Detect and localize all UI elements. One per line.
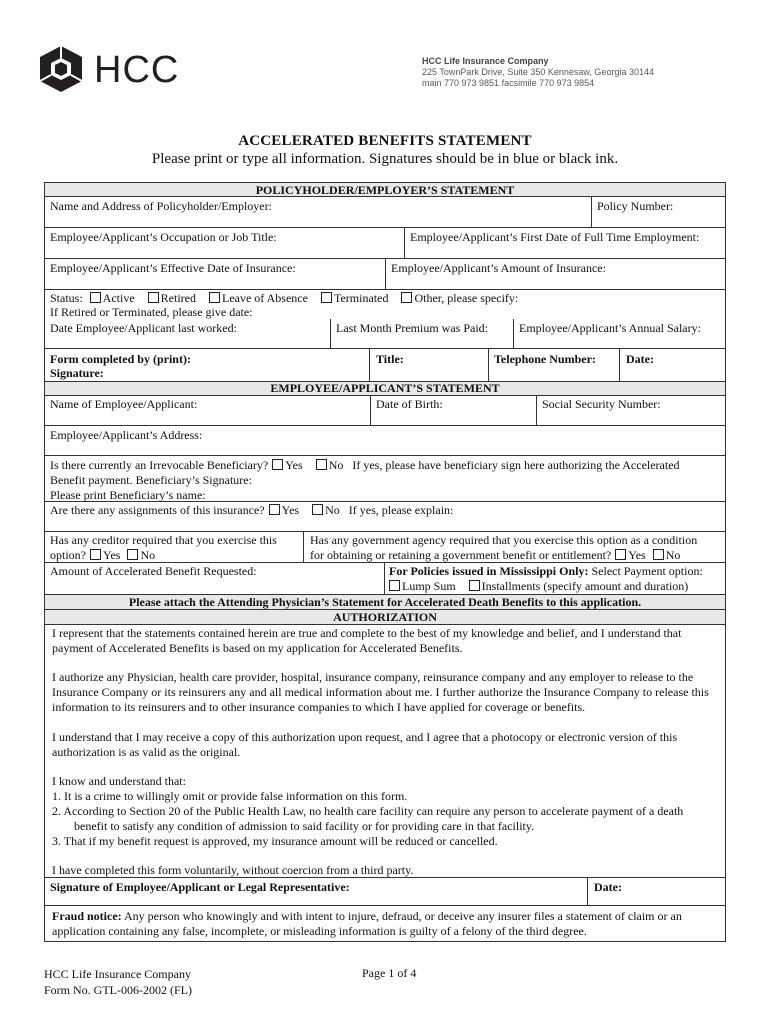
government-question-line1: Has any government agency required that you exercise this option as a condition (310, 533, 698, 547)
applicant-signature-label: Signature of Employee/Applicant or Legal Representative: (50, 880, 350, 894)
field-amount-requested: Amount of Accelerated Benefit Requested: (50, 564, 257, 578)
hcc-logo-icon (40, 46, 82, 92)
checkbox-retired[interactable] (148, 292, 159, 303)
footer-form-number: Form No. GTL-006-2002 (FL) (44, 983, 192, 997)
authorization-paragraph-1: I represent that the statements contained herein are true and complete to the best of my knowledge and belief, and I understand that payment of Accelerated Benefits is based on my application for Accelerated Benefits. (52, 626, 682, 655)
government-no-label: No (665, 548, 681, 562)
status-leave: Leave of Absence (222, 291, 308, 305)
fraud-notice (52, 909, 720, 939)
lump-sum-label: Lump Sum (402, 579, 456, 593)
creditor-yes-label: Yes (103, 548, 121, 562)
mississippi-option-label: Select Payment option: (591, 564, 703, 578)
status-terminated: Terminated (333, 291, 389, 305)
field-employee-address: Employee/Applicant’s Address: (50, 428, 203, 442)
irrevocable-question: Is there currently an Irrevocable Beneficiary? (50, 458, 269, 472)
government-yes-label: Yes (628, 548, 646, 562)
creditor-question-line2 (50, 548, 155, 562)
field-last-worked: Date Employee/Applicant last worked: (50, 321, 237, 335)
checkbox-assignments-yes[interactable] (269, 504, 280, 515)
government-question-text: for obtaining or retaining a government benefit or entitlement? (310, 548, 612, 562)
irrevocable-no-label: No (328, 458, 344, 472)
document-subtitle: Please print or type all information. Signatures should be in blue or black ink. (151, 151, 619, 167)
field-ssn: Social Security Number: (542, 397, 661, 411)
status-label: Status: (50, 291, 83, 305)
checkbox-leave-of-absence[interactable] (209, 292, 220, 303)
mississippi-bold: For Policies issued in Mississippi Only: (389, 564, 589, 578)
government-question-line2 (310, 548, 680, 562)
checkbox-other[interactable] (401, 292, 412, 303)
field-first-date: Employee/Applicant’s First Date of Full Time Employment: (410, 230, 700, 244)
irrevocable-row (50, 458, 680, 472)
know-item-2: 2. According to Section 20 of the Public Health Law, no health care facility can require any person to accelerate payment of a death benefit to satisfy any condition of admission to said facility or for providing care in that facility. (52, 804, 684, 833)
footer-company: HCC Life Insurance Company (44, 967, 191, 981)
checkbox-creditor-no[interactable] (127, 549, 138, 560)
status-active: Active (102, 291, 135, 305)
field-occupation: Employee/Applicant’s Occupation or Job Title: (50, 230, 277, 244)
field-last-premium: Last Month Premium was Paid: (336, 321, 488, 335)
checkbox-irrevocable-no[interactable] (316, 459, 327, 470)
company-name: HCC Life Insurance Company (422, 56, 549, 66)
status-row (50, 291, 518, 305)
irrevocable-note: If yes, please have beneficiary sign here authorizing the Accelerated (352, 458, 680, 472)
section-title-authorization: AUTHORIZATION (333, 610, 437, 624)
section-title-employee: EMPLOYEE/APPLICANT’S STATEMENT (270, 381, 500, 395)
assignments-no-label: No (325, 503, 340, 517)
field-completed-by: Form completed by (print): (50, 352, 191, 366)
assignments-note: If yes, please explain: (348, 503, 454, 517)
voluntary-statement: I have completed this form voluntarily, without coercion from a third party. (52, 863, 414, 877)
checkbox-lump-sum[interactable] (389, 580, 400, 591)
beneficiary-name-line: Please print Beneficiary’s name: (50, 488, 206, 502)
mississippi-row (389, 564, 703, 578)
applicant-date-label: Date: (594, 880, 622, 894)
assignments-row (50, 503, 453, 517)
attach-physician-note: Please attach the Attending Physician’s Statement for Accelerated Death Benefits to this application. (128, 595, 642, 609)
field-title: Title: (376, 352, 404, 366)
authorization-paragraph-3: I understand that I may receive a copy of this authorization upon request, and I agree that a photocopy or electronic version of this authorization is as valid as the original. (52, 730, 678, 759)
field-effective-date: Employee/Applicant’s Effective Date of Insurance: (50, 261, 296, 275)
beneficiary-signature-line: Benefit payment. Beneficiary’s Signature: (50, 473, 252, 487)
page-number: Page 1 of 4 (362, 966, 417, 980)
status-other: Other, please specify: (414, 291, 519, 305)
retired-note: If Retired or Terminated, please give date: (50, 305, 253, 319)
creditor-question-line1: Has any creditor required that you exercise this (50, 533, 277, 547)
checkbox-government-yes[interactable] (615, 549, 626, 560)
checkbox-government-no[interactable] (653, 549, 664, 560)
field-telephone: Telephone Number: (494, 352, 596, 366)
payment-options-row (385, 579, 688, 593)
field-date: Date: (626, 352, 654, 366)
checkbox-assignments-no[interactable] (312, 504, 323, 515)
field-employee-name: Name of Employee/Applicant: (50, 397, 198, 411)
know-intro: I know and understand that: (52, 774, 186, 788)
assignments-yes-label: Yes (281, 503, 300, 517)
field-dob: Date of Birth: (376, 397, 443, 411)
know-item-1: 1. It is a crime to willingly omit or provide false information on this form. (52, 789, 408, 803)
checkbox-creditor-yes[interactable] (90, 549, 101, 560)
field-signature: Signature: (50, 366, 104, 380)
checkbox-irrevocable-yes[interactable] (272, 459, 283, 470)
field-name-address: Name and Address of Policyholder/Employer: (50, 199, 272, 213)
creditor-option-label: option? (50, 548, 86, 562)
installments-label: Installments (specify amount and duration) (481, 579, 689, 593)
company-address-block (422, 56, 654, 89)
field-amount-insurance: Employee/Applicant’s Amount of Insurance: (391, 261, 606, 275)
company-address: 225 TownPark Drive, Suite 350 Kennesaw, Georgia 30144 (422, 67, 654, 77)
fraud-notice-label: Fraud notice: (52, 909, 122, 923)
irrevocable-yes-label: Yes (285, 458, 303, 472)
creditor-no-label: No (140, 548, 156, 562)
assignments-question: Are there any assignments of this insurance? (50, 503, 265, 517)
logo-wordmark: HCC (94, 49, 180, 91)
section-title-policyholder: POLICYHOLDER/EMPLOYER’S STATEMENT (255, 183, 515, 197)
company-phones: main 770 973 9851 facsimile 770 973 9854 (422, 78, 595, 88)
footer-left (44, 966, 192, 998)
fraud-notice-text: Any person who knowingly and with intent to injure, defraud, or deceive any insurer files a statement of claim or an application containing any false, incomplete, or misleading information is guilty of a felony of the third degree. (52, 909, 682, 938)
authorization-paragraph-2: I authorize any Physician, health care provider, hospital, insurance company, reinsurance company and any employer to release to the Insurance Company or its reinsurers any and all medical information about me. I further authorize the Insurance Company to release this information to its reinsurers and to other insurance companies to which I have applied for coverage or benefits. (52, 670, 709, 714)
field-policy-number: Policy Number: (597, 199, 674, 213)
checkbox-active[interactable] (90, 292, 101, 303)
checkbox-terminated[interactable] (321, 292, 332, 303)
document-title: ACCELERATED BENEFITS STATEMENT (238, 133, 532, 149)
field-annual-salary: Employee/Applicant’s Annual Salary: (519, 321, 701, 335)
know-item-3: 3. That if my benefit request is approved, my insurance amount will be reduced or cancelled. (52, 834, 498, 848)
status-retired: Retired (160, 291, 196, 305)
checkbox-installments[interactable] (469, 580, 480, 591)
